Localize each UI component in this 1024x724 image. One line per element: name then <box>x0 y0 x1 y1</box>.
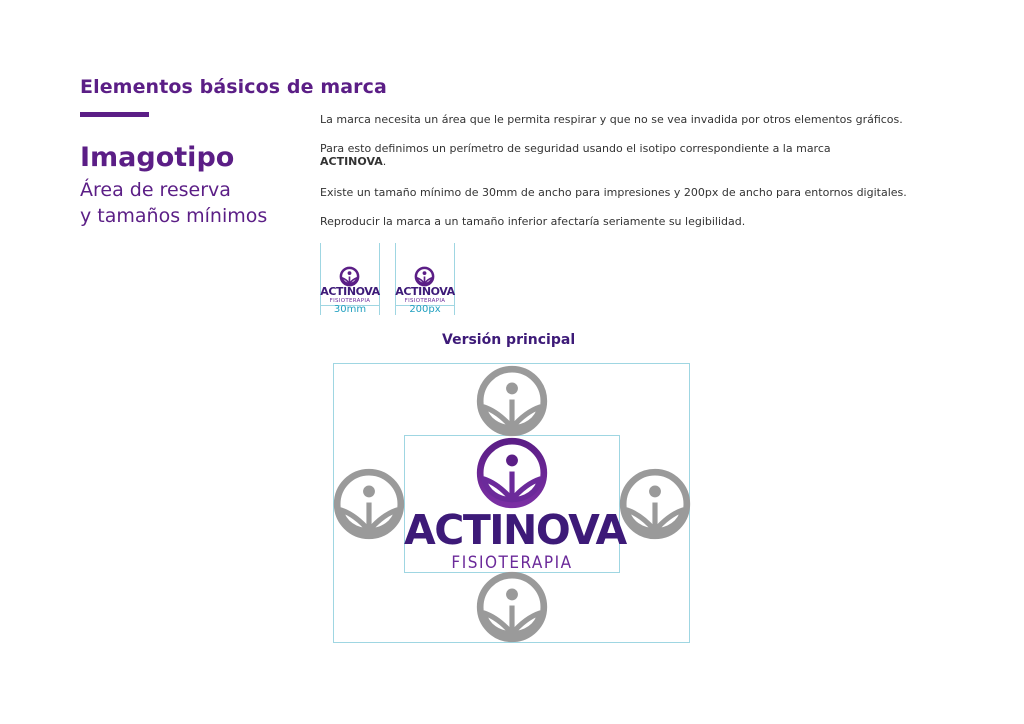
title-underline <box>80 112 149 117</box>
isotype-icon <box>339 266 360 287</box>
paragraph-safety-text: Para esto definimos un perímetro de seguridad usando el isotipo correspondiente a la marca <box>320 142 831 155</box>
min-size-label: 30mm <box>333 304 367 315</box>
subtitle-line-1: Área de reserva <box>80 179 231 201</box>
paragraph-breathing-area: La marca necesita un área que le permita respirar y que no se vea invadida por otros elementos gráficos. <box>320 113 903 126</box>
page-title: Imagotipo <box>80 142 235 173</box>
paragraph-period: . <box>382 155 387 168</box>
paragraph-safety-perimeter <box>320 142 920 168</box>
clear-space-isotype-right-icon <box>618 467 692 541</box>
subtitle-line-2: y tamaños mínimos <box>80 205 268 227</box>
paragraph-legibility: Reproducir la marca a un tamaño inferior afectaría seriamente su legibilidad. <box>320 215 746 228</box>
clear-space-isotype-bottom-icon <box>475 570 549 644</box>
mini-brand-tagline: FISIOTERAPIA <box>329 298 371 304</box>
page-subtitle <box>80 177 267 229</box>
clear-space-isotype-top-icon <box>475 364 549 438</box>
brand-wordmark: ACTINOVA <box>404 506 626 554</box>
brand-isotype-icon <box>475 436 549 510</box>
min-size-label: 200px <box>409 304 441 315</box>
mini-brand-word: ACTINOVA <box>320 285 380 298</box>
mini-brand-tagline: FISIOTERAPIA <box>404 298 446 304</box>
paragraph-minimum-size: Existe un tamaño mínimo de 30mm de ancho para impresiones y 200px de ancho para entornos digitales. <box>320 186 907 199</box>
version-label: Versión principal <box>442 332 576 348</box>
brand-tagline: FISIOTERAPIA <box>451 553 573 573</box>
clear-space-isotype-left-icon <box>332 467 406 541</box>
paragraph-brand-name: ACTINOVA <box>320 155 383 168</box>
mini-brand-word: ACTINOVA <box>395 285 455 298</box>
isotype-icon <box>414 266 435 287</box>
section-title: Elementos básicos de marca <box>80 76 387 98</box>
